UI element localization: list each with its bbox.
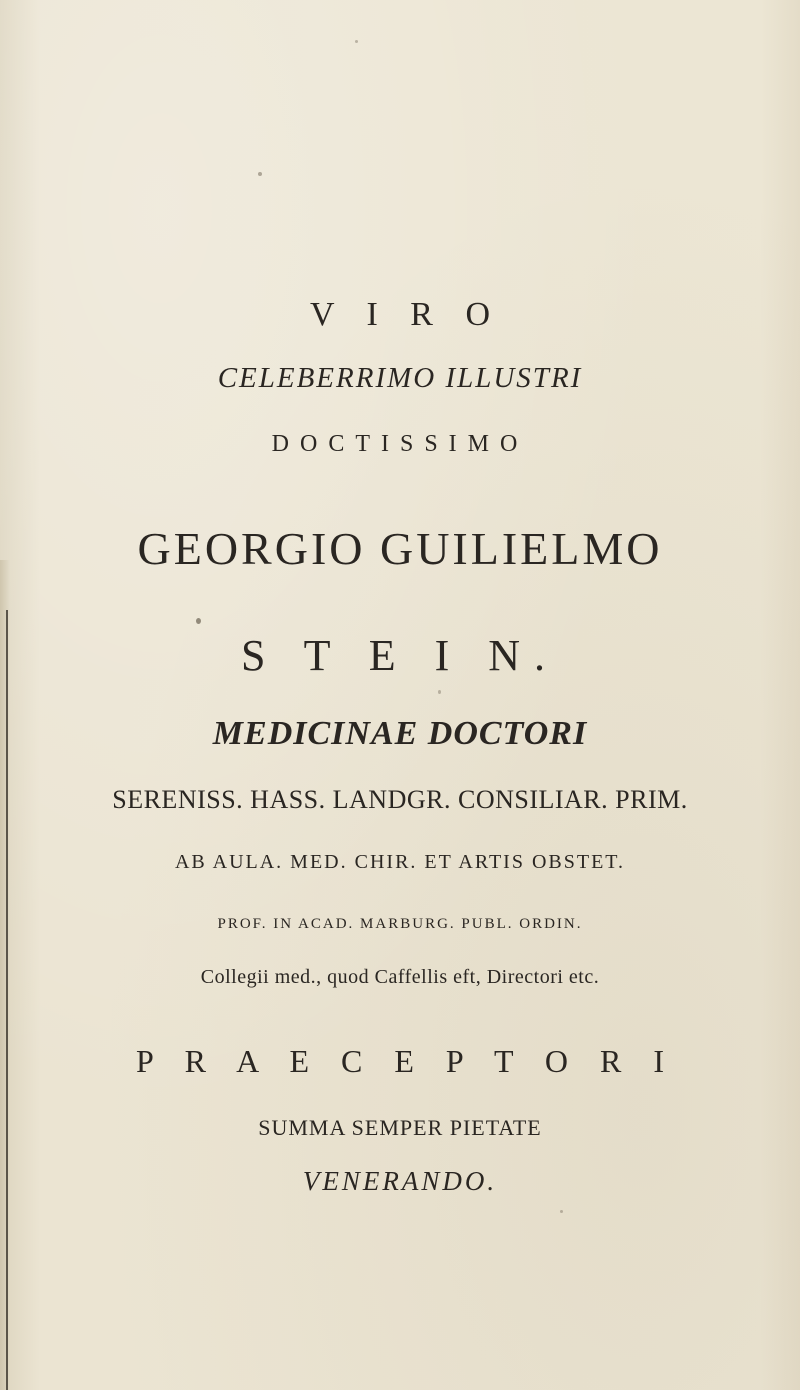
dedication-doctissimo: DOCTISSIMO [271, 431, 529, 457]
office-line-4: Collegii med., quod Caffellis eft, Directori etc. [200, 966, 600, 988]
dedication-summa: SUMMA SEMPER PIETATE [258, 1115, 542, 1140]
paper-speck [355, 40, 358, 43]
paper-speck [258, 172, 262, 176]
dedication-celeberrimo: CELEBERRIMO ILLUSTRI [217, 362, 583, 394]
office-line-1: SERENISS. HASS. LANDGR. CONSILIAR. PRIM. [112, 785, 688, 814]
paper-speck [560, 1210, 563, 1213]
dedication-viro: V I R O [310, 296, 502, 333]
office-line-2: AB AULA. MED. CHIR. ET ARTIS OBSTET. [174, 851, 626, 873]
office-line-3: PROF. IN ACAD. MARBURG. PUBL. ORDIN. [217, 916, 583, 932]
dedicatee-first-names: GEORGIO GUILIELMO [137, 523, 663, 574]
dedication-praeceptori: P R A E C E P T O R I [135, 1043, 677, 1079]
dedicatee-title: MEDICINAE DOCTORI [212, 715, 588, 752]
paper-speck [438, 690, 441, 694]
paper-speck [196, 618, 201, 624]
dedicatee-surname: S T E I N. [240, 631, 560, 680]
dedication-venerando: VENERANDO. [302, 1166, 498, 1196]
